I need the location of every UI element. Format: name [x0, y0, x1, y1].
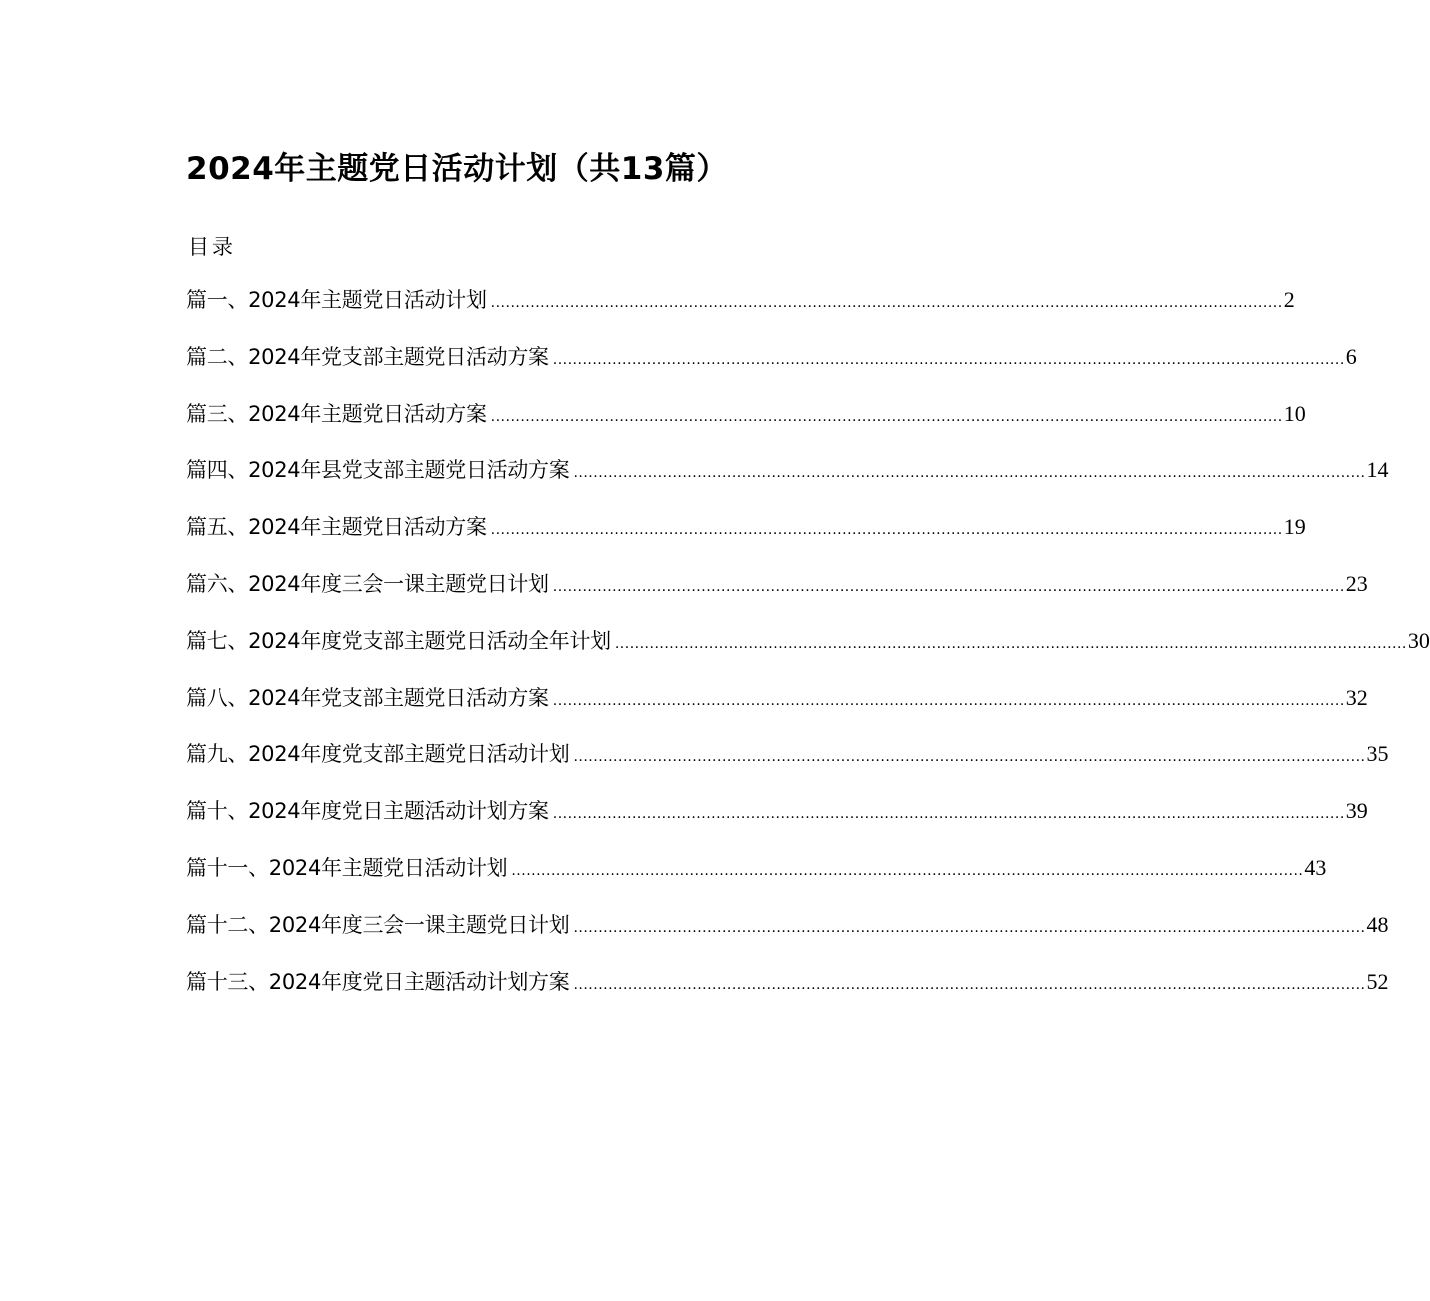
- toc-dot-leader: ................................................................................................................................................................: [552, 578, 1345, 595]
- toc-dot-leader: ................................................................................................................................................................: [614, 635, 1407, 652]
- toc-dot-leader: ................................................................................................................................................................: [552, 806, 1345, 823]
- toc-page-number: 32: [1345, 684, 1368, 710]
- toc-page-number: 39: [1345, 798, 1368, 824]
- toc-dot-leader: ................................................................................................................................................................: [552, 351, 1345, 368]
- toc-entry-3[interactable]: [186, 398, 1306, 455]
- toc-page-number: 6: [1345, 343, 1357, 369]
- toc-entry-label: 篇十一、2024年主题党日活动计划: [186, 855, 508, 880]
- toc-entry-label: 篇九、2024年度党支部主题党日活动计划: [186, 742, 570, 767]
- toc-entry-label: 篇六、2024年度三会一课主题党日计划: [186, 571, 549, 596]
- toc-entry-4[interactable]: [186, 454, 1389, 511]
- toc-page-number: 14: [1366, 457, 1389, 483]
- document-title: 2024年主题党日活动计划（共13篇）: [186, 151, 728, 187]
- toc-entry-label: 篇十、2024年度党日主题活动计划方案: [186, 799, 549, 824]
- toc-dot-leader: ................................................................................................................................................................: [490, 295, 1283, 311]
- toc-entry-label: 篇十二、2024年度三会一课主题党日计划: [186, 912, 570, 937]
- toc-dot-leader: ................................................................................................................................................................: [573, 465, 1366, 482]
- toc-page-number: 23: [1345, 570, 1368, 596]
- toc-entry-6[interactable]: [186, 568, 1368, 625]
- toc-dot-leader: ................................................................................................................................................................: [490, 522, 1283, 539]
- toc-entry-2[interactable]: [186, 341, 1357, 398]
- toc-dot-leader: ................................................................................................................................................................: [490, 408, 1283, 425]
- toc-page-number: 10: [1283, 400, 1306, 426]
- toc-page-number: 2: [1283, 287, 1295, 312]
- toc-page-number: 19: [1283, 514, 1306, 540]
- toc-entry-label: 篇一、2024年主题党日活动计划: [186, 288, 487, 312]
- toc-heading: 目录: [188, 235, 236, 259]
- toc-page-number: 43: [1304, 854, 1327, 880]
- toc-entry-12[interactable]: [186, 909, 1389, 966]
- toc-entry-label: 篇四、2024年县党支部主题党日活动方案: [186, 458, 570, 483]
- toc-entry-label: 篇十三、2024年度党日主题活动计划方案: [186, 969, 570, 994]
- toc-dot-leader: ................................................................................................................................................................: [573, 749, 1366, 766]
- toc-entry-label: 篇三、2024年主题党日活动方案: [186, 401, 487, 426]
- toc-dot-leader: ................................................................................................................................................................: [573, 976, 1366, 993]
- toc-entry-label: 篇八、2024年党支部主题党日活动方案: [186, 685, 549, 710]
- toc-dot-leader: ................................................................................................................................................................: [552, 692, 1345, 709]
- table-of-contents: [186, 284, 1430, 1022]
- toc-entry-13[interactable]: [186, 966, 1389, 1023]
- toc-entry-label: 篇二、2024年党支部主题党日活动方案: [186, 344, 549, 369]
- toc-page-number: 30: [1407, 627, 1430, 653]
- toc-entry-label: 篇五、2024年主题党日活动方案: [186, 515, 487, 540]
- toc-page-number: 48: [1366, 911, 1389, 937]
- toc-entry-7[interactable]: [186, 625, 1430, 682]
- toc-dot-leader: ................................................................................................................................................................: [573, 919, 1366, 936]
- toc-entry-5[interactable]: [186, 511, 1306, 568]
- toc-entry-11[interactable]: [186, 852, 1327, 909]
- toc-dot-leader: ................................................................................................................................................................: [511, 862, 1304, 879]
- toc-entry-1[interactable]: [186, 284, 1295, 341]
- toc-page-number: 35: [1366, 741, 1389, 767]
- toc-entry-8[interactable]: [186, 682, 1368, 739]
- toc-page-number: 52: [1366, 968, 1389, 994]
- toc-entry-10[interactable]: [186, 795, 1368, 852]
- toc-entry-label: 篇七、2024年度党支部主题党日活动全年计划: [186, 628, 611, 653]
- toc-entry-9[interactable]: [186, 738, 1389, 795]
